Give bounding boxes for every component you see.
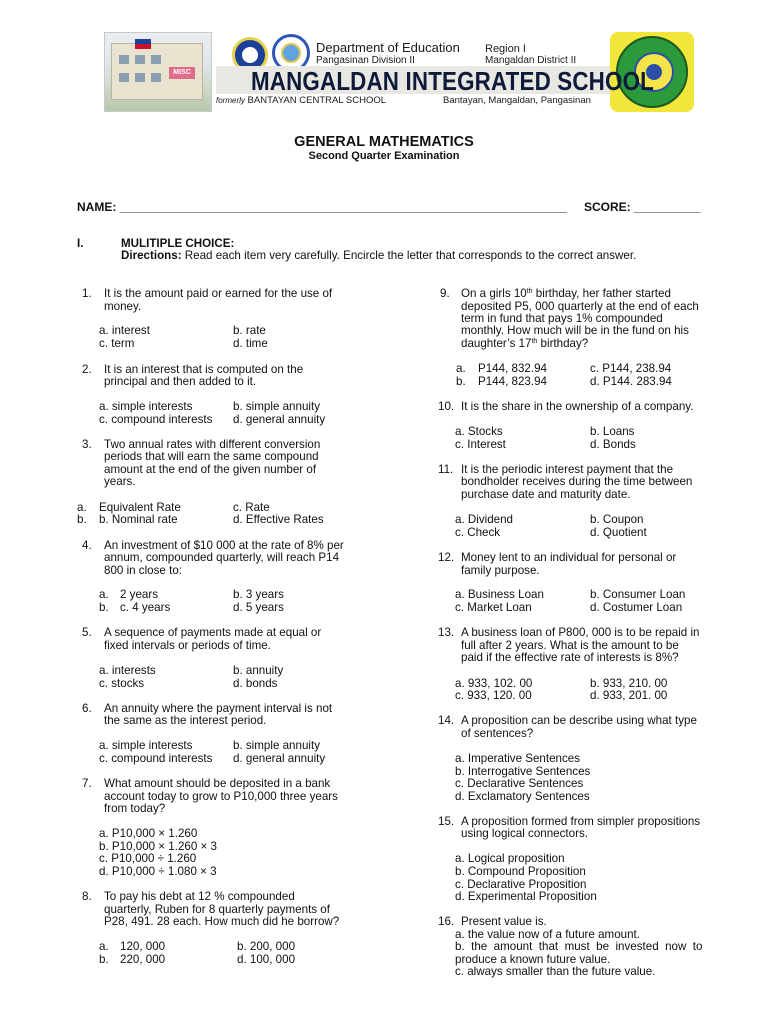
question-text: money. — [104, 300, 142, 313]
choice-marker: b. — [99, 601, 109, 614]
question-text: quarterly, Ruben for 8 quarterly payments of — [104, 903, 330, 916]
question-text: monthly. How much will be in the fund on his — [461, 324, 689, 337]
choice-b: b. 933, 210. 00 — [590, 677, 668, 690]
question-number: 11. — [438, 463, 454, 476]
question-number: 6. — [82, 702, 92, 715]
choice-c: c. P144, 238.94 — [590, 362, 672, 375]
question-text: account today to grow to P10,000 three years — [104, 790, 338, 803]
choice-marker: a. — [77, 501, 87, 514]
question-text: fixed intervals or periods of time. — [104, 639, 271, 652]
department-name: Department of Education — [316, 40, 460, 55]
question-text: the same as the interest period. — [104, 714, 267, 727]
question-text: P28, 491. 28 each. How much did he borrow? — [104, 915, 340, 928]
choice-c: c. Declarative Proposition — [455, 878, 587, 891]
question-text: An annuity where the payment interval is not — [104, 702, 333, 715]
choice-a: Equivalent Rate — [99, 501, 181, 514]
choice-a: a. the value now of a future amount. — [455, 928, 640, 941]
question-number: 5. — [82, 626, 92, 639]
choice-b: b. annuity — [233, 664, 284, 677]
division-name: Pangasinan Division II — [316, 55, 415, 66]
choice-c: c. stocks — [99, 677, 145, 690]
choice-c: c. 4 years — [120, 601, 171, 614]
choice-b: b. 200, 000 — [237, 940, 296, 953]
question-number: 10. — [438, 400, 455, 413]
question-text: of sentences? — [461, 727, 534, 740]
choice-b: b. the amount that must be invested now to — [455, 940, 703, 953]
region-name: Region I — [485, 43, 526, 55]
question-number: 12. — [438, 551, 455, 564]
question-text: A business loan of P800, 000 is to be repaid in — [461, 626, 700, 639]
question-text: An investment of $10 000 at the rate of 8% per — [104, 539, 344, 552]
choice-b: b. 3 years — [233, 588, 284, 601]
question-text: A sequence of payments made at equal or — [104, 626, 322, 639]
question-text: years. — [104, 475, 136, 488]
choice-c: c. 933, 120. 00 — [455, 689, 532, 702]
choice-c: c. Interest — [455, 438, 506, 451]
choice-a: a. simple interests — [99, 400, 193, 413]
question-number: 13. — [438, 626, 455, 639]
question-text: Money lent to an individual for personal or — [461, 551, 677, 564]
question-text: It is the amount paid or earned for the use of — [104, 287, 333, 300]
school-name: MANGALDAN INTEGRATED SCHOOL — [251, 66, 654, 96]
choice-c: c. term — [99, 337, 135, 350]
exam-subtitle: Second Quarter Examination — [308, 150, 460, 162]
question-number: 3. — [82, 438, 92, 451]
choice-d: d. general annuity — [233, 413, 326, 426]
choice-d: d. 933, 201. 00 — [590, 689, 668, 702]
choice-c: c. always smaller than the future value. — [455, 965, 656, 978]
question-number: 16. — [438, 915, 455, 928]
question-text: principal and then added to it. — [104, 375, 257, 388]
school-address: Bantayan, Mangaldan, Pangasinan — [443, 95, 591, 106]
choice-d: d. 100, 000 — [237, 953, 296, 966]
choice-a: a. Imperative Sentences — [455, 752, 581, 765]
question-text: purchase date and maturity date. — [461, 488, 631, 501]
choice-d: d. Exclamatory Sentences — [455, 790, 590, 803]
choice-a: 120, 000 — [120, 940, 166, 953]
question-number: 14. — [438, 714, 455, 727]
choice-d: d. Effective Rates — [233, 513, 324, 526]
choice-d: d. bonds — [233, 677, 278, 690]
question-number: 4. — [82, 539, 92, 552]
photo-sign: MISC — [169, 67, 195, 79]
choice-marker: b. — [99, 953, 109, 966]
question-text: paid if the effective rate of interests is 8%? — [461, 651, 679, 664]
question-text: using logical connectors. — [461, 827, 588, 840]
choice-c: c. Rate — [233, 501, 270, 514]
choice-a: P144, 832.94 — [478, 362, 547, 375]
choice-a: 2 years — [120, 588, 159, 601]
question-text: It is an interest that is computed on the — [104, 363, 304, 376]
section-number: I. — [77, 237, 84, 250]
question-text: deposited P5, 000 quarterly at the end of each — [461, 300, 699, 313]
choice-a: a. simple interests — [99, 739, 193, 752]
question-number: 8. — [82, 890, 92, 903]
question-text: annum, compounded quarterly, will reach P14 — [104, 551, 340, 564]
question-text: daughter’s 17th birthday? — [461, 337, 589, 350]
exam-title: GENERAL MATHEMATICS — [294, 134, 474, 150]
choice-marker: a. — [99, 588, 109, 601]
choice-b: b. Nominal rate — [99, 513, 178, 526]
question-text: On a girls 10th birthday, her father started — [461, 287, 671, 300]
choice-d: d. P10,000 ÷ 1.080 × 3 — [99, 865, 217, 878]
name-field: NAME: ___________________________________________________________________ — [77, 200, 567, 214]
choice-d: d. general annuity — [233, 752, 326, 765]
choice-c: c. Declarative Sentences — [455, 777, 584, 790]
choice-a: a. Logical proposition — [455, 852, 565, 865]
question-number: 1. — [82, 287, 92, 300]
choice-c: c. P10,000 ÷ 1.260 — [99, 852, 197, 865]
choice-marker: a. — [99, 940, 109, 953]
question-text: A proposition can be describe using what type — [461, 714, 697, 727]
choice-b: b. rate — [233, 324, 266, 337]
choice-b: b. simple annuity — [233, 400, 320, 413]
choice-d: d. Bonds — [590, 438, 636, 451]
choice-b: b. Consumer Loan — [590, 588, 686, 601]
question-text: Present value is. — [461, 915, 547, 928]
choice-a: a. interests — [99, 664, 156, 677]
question-text: It is the share in the ownership of a company. — [461, 400, 694, 413]
choice-a: a. Dividend — [455, 513, 514, 526]
question-text: from today? — [104, 802, 166, 815]
directions: Directions: Read each item very carefully. Encircle the letter that corresponds to the correct answer. — [121, 249, 637, 262]
question-text: To pay his debt at 12 % compounded — [104, 890, 295, 903]
choice-marker: a. — [456, 362, 466, 375]
choice-marker: b. — [456, 375, 466, 388]
question-number: 9. — [440, 287, 450, 300]
question-text: Two annual rates with different conversion — [104, 438, 321, 451]
question-text: 800 in close to: — [104, 564, 182, 577]
choice-c: 220, 000 — [120, 953, 166, 966]
choice-a: a. Stocks — [455, 425, 503, 438]
choice-d: d. Quotient — [590, 526, 647, 539]
choice-d: d. 5 years — [233, 601, 284, 614]
choice-b: b. Loans — [590, 425, 635, 438]
choice-a: a. P10,000 × 1.260 — [99, 827, 198, 840]
question-text: A proposition formed from simpler propositions — [461, 815, 701, 828]
choice-d: d. Costumer Loan — [590, 601, 683, 614]
choice-c: c. compound interests — [99, 413, 213, 426]
district-name: Mangaldan District II — [485, 55, 577, 66]
choice-b: b. Coupon — [590, 513, 644, 526]
former-school-name: formerly BANTAYAN CENTRAL SCHOOL — [216, 95, 387, 106]
question-text: amount at the end of the given number of — [104, 463, 317, 476]
question-text: family purpose. — [461, 564, 540, 577]
choice-d: d. Experimental Proposition — [455, 890, 597, 903]
question-text: periods that will earn the same compound — [104, 450, 319, 463]
question-number: 2. — [82, 363, 92, 376]
section-title: MULITIPLE CHOICE: — [121, 237, 235, 250]
question-text: full after 2 years. What is the amount to be — [461, 639, 679, 652]
choice-marker: b. — [77, 513, 87, 526]
question-text: It is the periodic interest payment that the — [461, 463, 674, 476]
choice-c: c. Check — [455, 526, 501, 539]
choice-a: a. 933, 102. 00 — [455, 677, 533, 690]
choice-b: b. Compound Proposition — [455, 865, 586, 878]
question-number: 7. — [82, 777, 92, 790]
choice-c: c. Market Loan — [455, 601, 532, 614]
question-number: 15. — [438, 815, 455, 828]
choice-d: d. P144. 283.94 — [590, 375, 672, 388]
choice-a: a. Business Loan — [455, 588, 544, 601]
choice-b: b. Interrogative Sentences — [455, 765, 591, 778]
choice-c: c. compound interests — [99, 752, 213, 765]
question-text: bondholder receives during the time between — [461, 475, 693, 488]
choice-a: a. interest — [99, 324, 150, 337]
score-field: SCORE: __________ — [584, 200, 701, 214]
choice-b: P144, 823.94 — [478, 375, 547, 388]
school-building-photo — [104, 32, 212, 112]
choice-b-continued: produce a known future value. — [455, 953, 611, 966]
choice-b: b. P10,000 × 1.260 × 3 — [99, 840, 217, 853]
choice-b: b. simple annuity — [233, 739, 320, 752]
choice-d: d. time — [233, 337, 268, 350]
question-text: term in fund that pays 1% compounded — [461, 312, 663, 325]
question-text: What amount should be deposited in a bank — [104, 777, 331, 790]
